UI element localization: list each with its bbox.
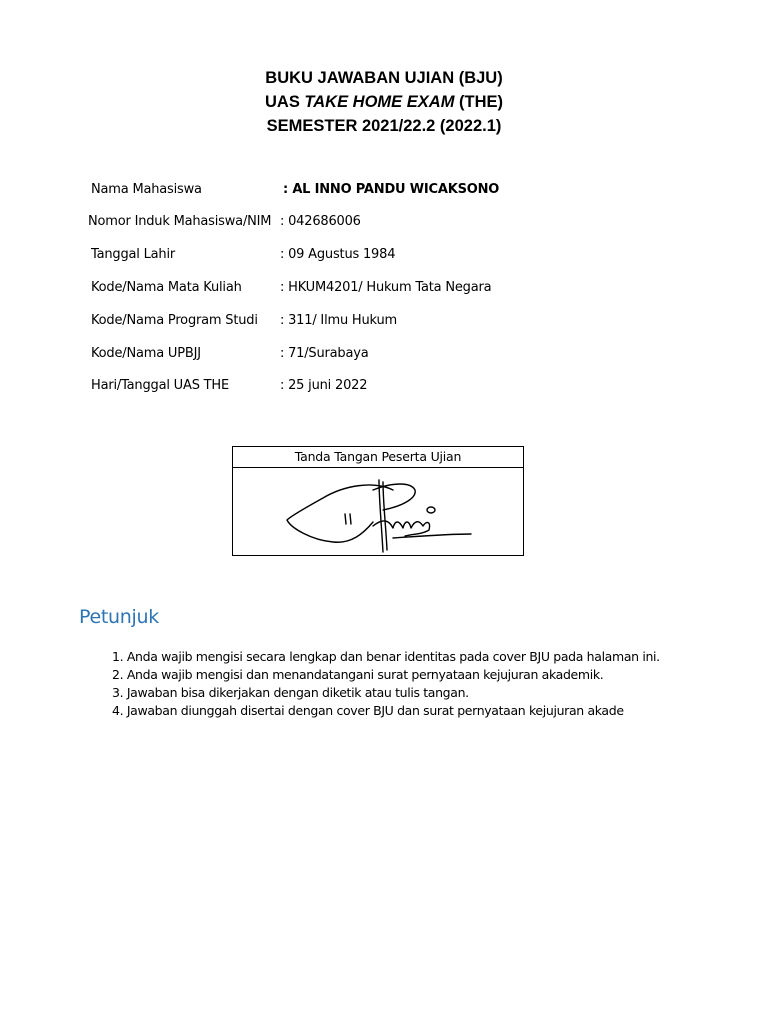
identity-label: Kode/Nama UPBJJ xyxy=(91,346,201,361)
signature-box xyxy=(232,446,524,556)
signature-box-header: Tanda Tangan Peserta Ujian xyxy=(233,447,523,468)
document-title xyxy=(0,66,768,138)
title-line-1: BUKU JAWABAN UJIAN (BJU) xyxy=(265,69,503,87)
signature-area xyxy=(233,468,523,556)
instruction-item: 3. Jawaban bisa dikerjakan dengan diketik atau tulis tangan. xyxy=(112,685,469,700)
petunjuk-heading: Petunjuk xyxy=(79,606,159,628)
identity-label: Kode/Nama Mata Kuliah xyxy=(91,280,242,295)
handwritten-signature xyxy=(233,468,523,556)
identity-value: : 71/Surabaya xyxy=(280,346,369,361)
identity-label: Nama Mahasiswa xyxy=(91,182,202,197)
identity-value: : 09 Agustus 1984 xyxy=(280,247,396,262)
identity-value: : 311/ Ilmu Hukum xyxy=(280,313,397,328)
identity-value: : 25 juni 2022 xyxy=(280,378,368,393)
identity-value: : HKUM4201/ Hukum Tata Negara xyxy=(280,280,492,295)
instruction-item: 1. Anda wajib mengisi secara lengkap dan benar identitas pada cover BJU pada halaman ini. xyxy=(112,649,660,664)
title-line-2-suffix: (THE) xyxy=(454,93,504,111)
instructions-list xyxy=(112,648,752,720)
identity-label: Hari/Tanggal UAS THE xyxy=(91,378,230,393)
identity-value: : 042686006 xyxy=(280,214,361,229)
title-line-2-prefix: UAS xyxy=(264,93,305,111)
identity-label: Kode/Nama Program Studi xyxy=(91,313,258,328)
title-line-2 xyxy=(0,90,768,114)
identity-label: Nomor Induk Mahasiswa/NIM xyxy=(88,214,272,229)
title-line-2-italic: TAKE HOME EXAM xyxy=(304,93,455,111)
instruction-item: 2. Anda wajib mengisi dan menandatangani surat pernyataan kejujuran akademik. xyxy=(112,667,604,682)
identity-label: Tanggal Lahir xyxy=(91,247,176,262)
title-line-3: SEMESTER 2021/22.2 (2022.1) xyxy=(266,117,502,135)
identity-value: : AL INNO PANDU WICAKSONO xyxy=(283,182,500,197)
instruction-item: 4. Jawaban diunggah disertai dengan cover BJU dan surat pernyataan kejujuran akade xyxy=(112,703,624,718)
